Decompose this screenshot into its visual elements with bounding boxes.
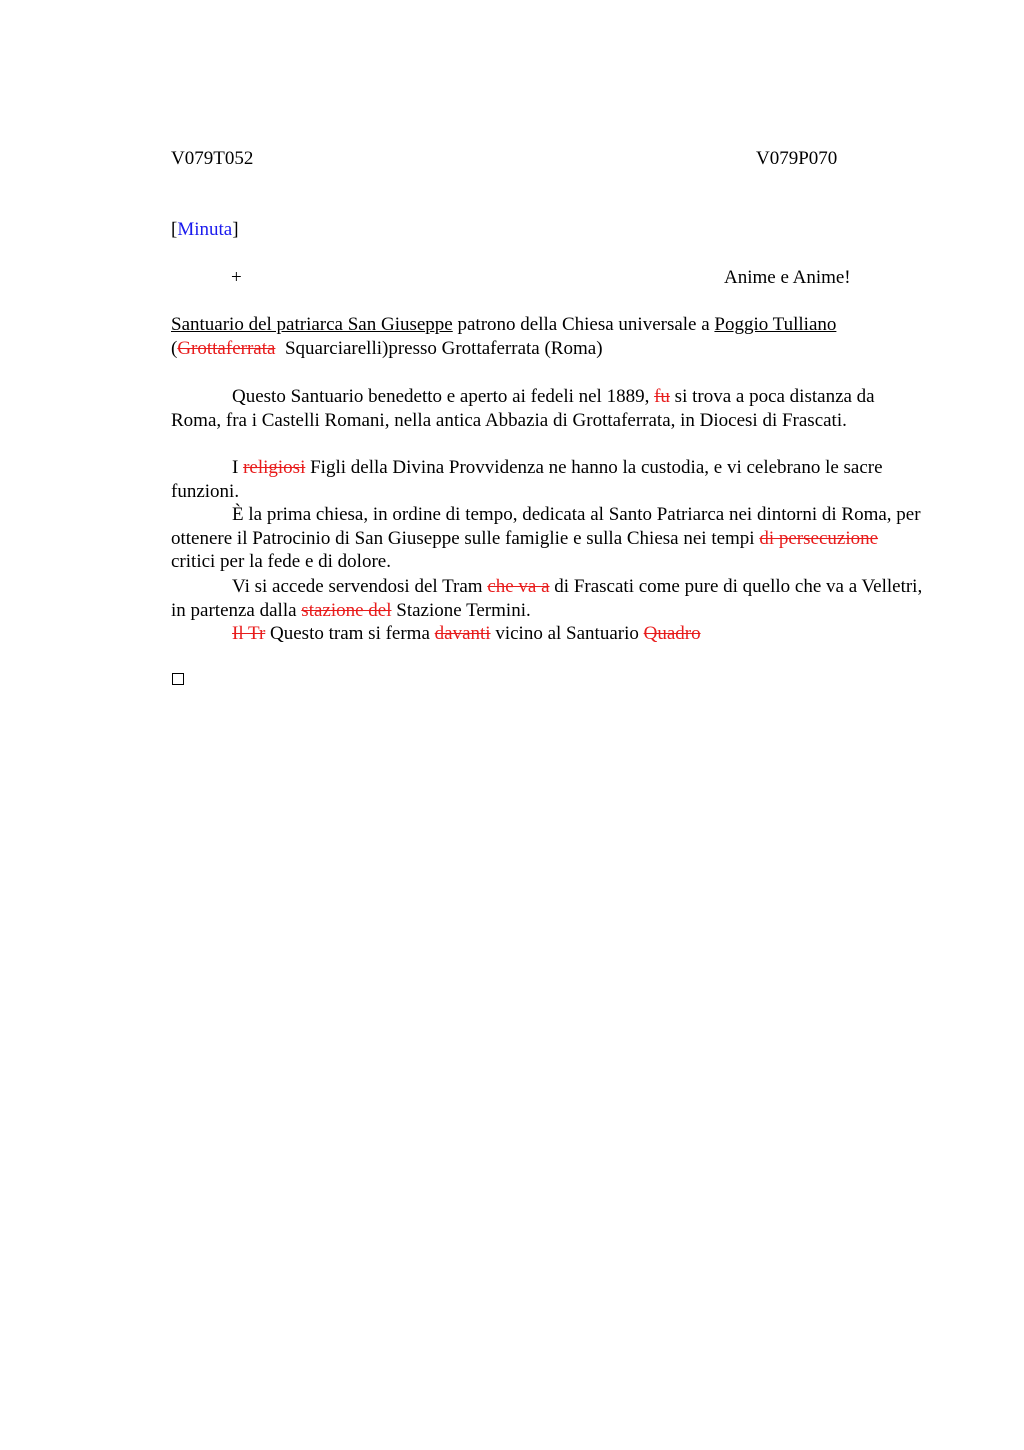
paragraph-deletion: che va a: [487, 576, 550, 597]
paragraph-deletion: Il Tr: [232, 623, 266, 644]
paragraph-text: vicino al Santuario: [490, 623, 644, 644]
title-deletion: Grottaferrata: [177, 337, 276, 359]
document-type-label: [171, 219, 239, 241]
paragraph-5: [171, 622, 923, 646]
paragraph-4: [171, 575, 923, 622]
title-text: Squarciarelli)presso Grottaferrata (Roma): [275, 337, 603, 359]
paragraph-deletion: Quadro: [643, 623, 701, 644]
paragraph-text: I: [232, 457, 244, 478]
paragraph-text: È la prima chiesa, in ordine di tempo, dedicata al Santo Patriarca nei dintorni di Roma, per ottenere il Patrocinio di San Giuseppe sulle famiglie e sulla Chiesa nei tempi: [171, 504, 921, 549]
document-code-left: V079T052: [171, 148, 254, 169]
paragraph-3: [171, 503, 923, 574]
paragraph-deletion: fu: [654, 386, 670, 407]
paragraph-2: [171, 456, 923, 503]
label-bracket-close: ]: [232, 219, 239, 240]
paragraph-text: Questo tram si ferma: [265, 623, 435, 644]
paragraph-text: di Frascati come pure di quello che va a Velletri, in partenza dalla: [171, 576, 923, 621]
document-title: [171, 313, 923, 360]
paragraph-deletion: religiosi: [243, 457, 306, 478]
label-bracket-open: [: [171, 219, 178, 240]
paragraph-text: Vi si accede servendosi del Tram: [232, 576, 488, 597]
title-place-name: Poggio Tulliano: [714, 314, 837, 335]
paragraph-deletion: stazione del: [301, 599, 392, 621]
checkbox-square-icon: [172, 673, 184, 685]
title-text: (: [171, 337, 178, 359]
paragraph-deletion: davanti: [434, 623, 491, 644]
paragraph-text: critici per la fede e di dolore.: [171, 551, 391, 573]
paragraph-1: [171, 385, 923, 432]
paragraph-text: Questo Santuario benedetto e aperto ai fedeli nel 1889,: [232, 386, 655, 407]
paragraph-deletion: di persecuzione: [759, 527, 879, 549]
paragraph-text: Stazione Termini.: [391, 599, 531, 621]
paragraph-text: Figli della Divina Provvidenza ne hanno la custodia, e vi celebrano le sacre funzioni.: [171, 457, 883, 502]
title-text: patrono della Chiesa universale a: [452, 314, 715, 335]
motto: Anime e Anime!: [724, 267, 851, 288]
label-minuta: Minuta: [177, 219, 233, 240]
document-code-right: V079P070: [756, 148, 838, 169]
paragraph-text: si trova a poca distanza da Roma, fra i Castelli Romani, nella antica Abbazia di Grottaferrata, in Diocesi di Frascati.: [171, 386, 875, 431]
cross-symbol: +: [231, 267, 242, 288]
title-sanctuary-name: Santuario del patriarca San Giuseppe: [171, 314, 453, 335]
